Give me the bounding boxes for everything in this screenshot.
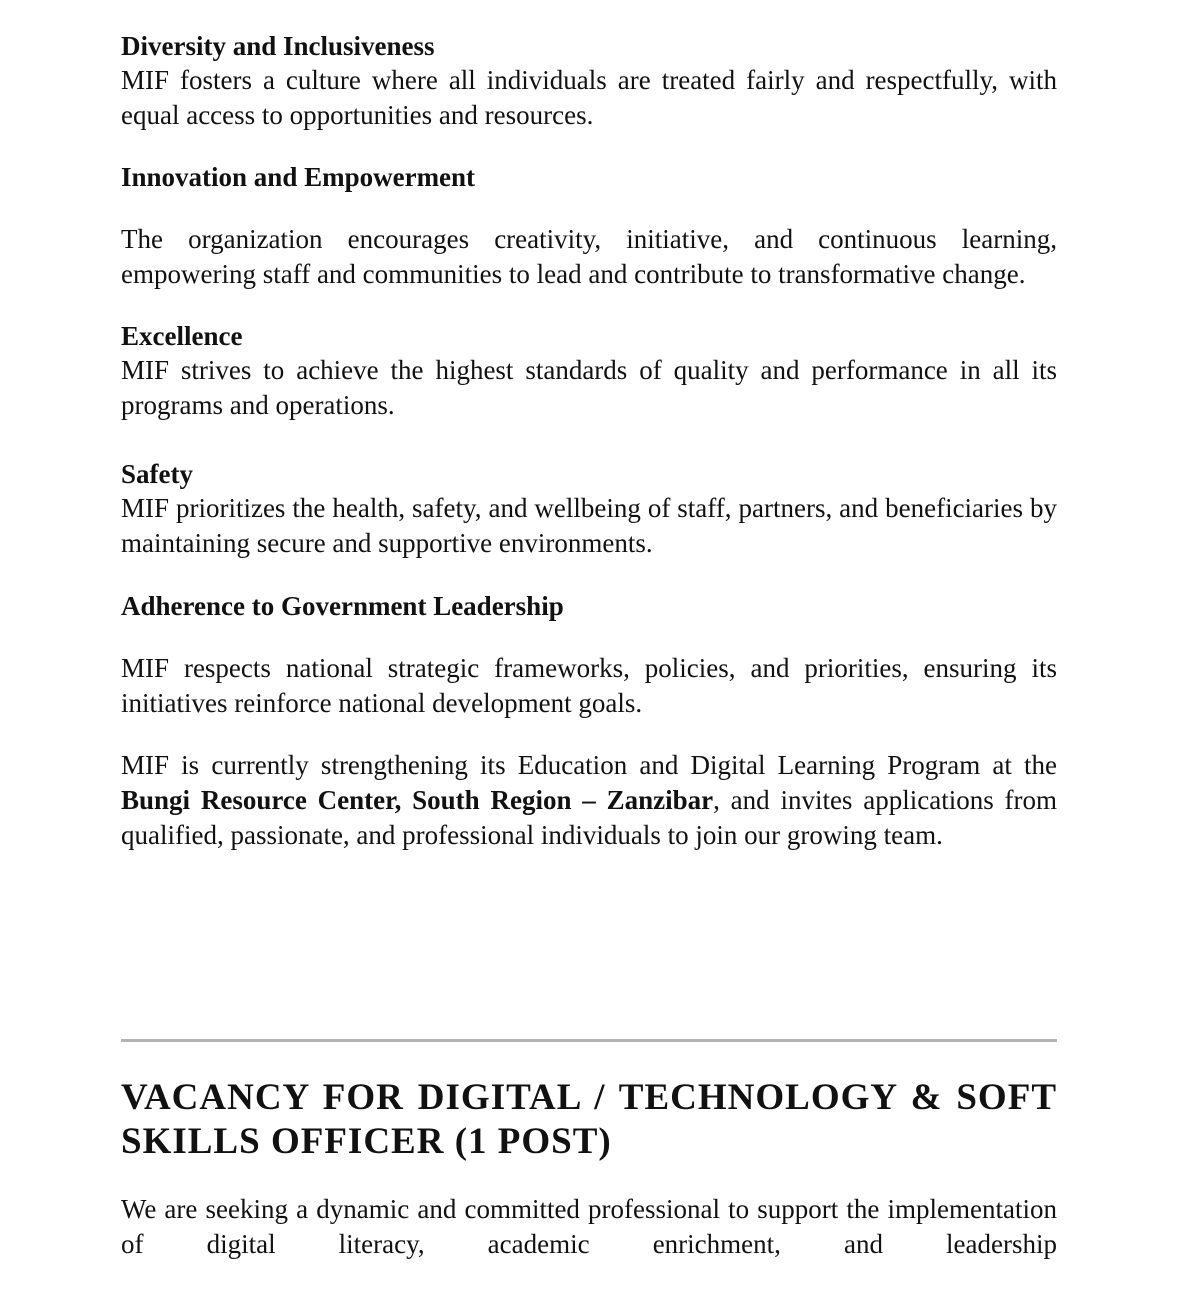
value-heading: Innovation and Empowerment bbox=[121, 162, 476, 192]
announcement-paragraph bbox=[121, 748, 1057, 853]
value-diversity bbox=[121, 29, 1057, 133]
value-description: The organization encourages creativity, initiative, and continuous learning, empowering staff and communities to lead and contribute to transformative change. bbox=[121, 224, 1057, 289]
section-divider bbox=[121, 1039, 1057, 1042]
value-description: MIF respects national strategic frameworks, policies, and priorities, ensuring its initiatives reinforce national development goals. bbox=[121, 653, 1057, 718]
value-heading: Diversity and Inclusiveness bbox=[121, 31, 435, 61]
value-heading: Excellence bbox=[121, 321, 243, 351]
announcement-text: MIF is currently strengthening its Education and Digital Learning Program at the bbox=[121, 750, 1057, 780]
value-description: MIF fosters a culture where all individuals are treated fairly and respectfully, with equal access to opportunities and resources. bbox=[121, 65, 1057, 130]
value-description: MIF prioritizes the health, safety, and wellbeing of staff, partners, and beneficiaries by maintaining secure and supportive environments. bbox=[121, 493, 1057, 558]
value-heading: Adherence to Government Leadership bbox=[121, 591, 564, 621]
value-excellence bbox=[121, 319, 1057, 423]
value-heading: Safety bbox=[121, 459, 193, 489]
document-body bbox=[121, 29, 1057, 853]
value-innovation bbox=[121, 160, 1057, 292]
value-safety bbox=[121, 457, 1057, 561]
vacancy-intro: We are seeking a dynamic and committed professional to support the implementation of digital literacy, academic enrichment, and leadership bbox=[121, 1194, 1057, 1259]
announcement-location: Bungi Resource Center, South Region – Zanzibar bbox=[121, 785, 714, 815]
value-description: MIF strives to achieve the highest standards of quality and performance in all its programs and operations. bbox=[121, 355, 1057, 420]
vacancy-title: VACANCY FOR DIGITAL / TECHNOLOGY & SOFT SKILLS OFFICER (1 POST) bbox=[121, 1077, 1057, 1162]
value-government-leadership bbox=[121, 589, 1057, 721]
announcement-text: , and invites applications from qualified, passionate, and professional individuals to join our growing team. bbox=[121, 785, 1057, 850]
